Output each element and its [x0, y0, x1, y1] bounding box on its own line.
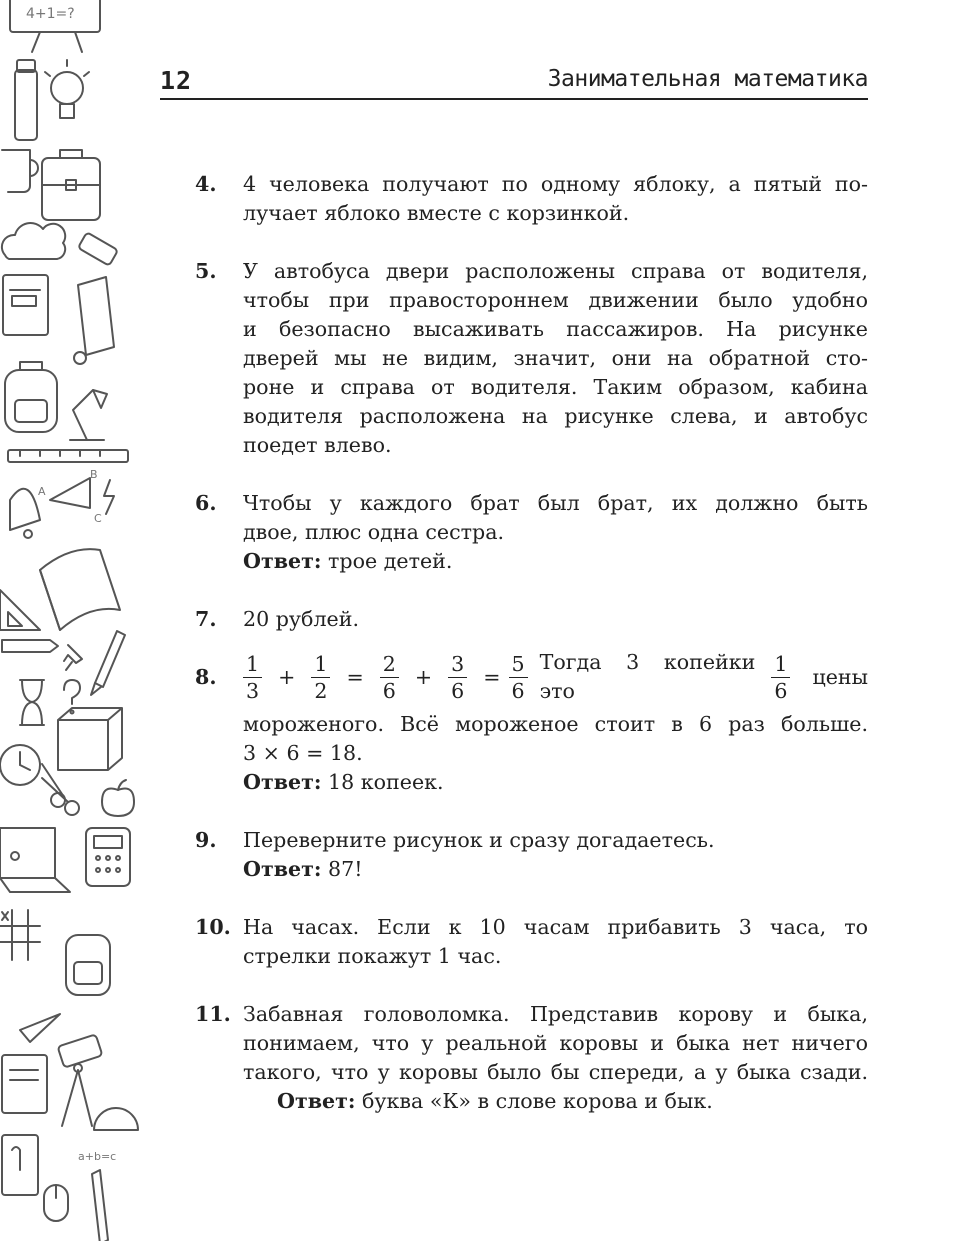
- text-line: У автобуса двери расположены справа от водителя,: [243, 259, 868, 283]
- eraser-icon: [78, 232, 118, 266]
- apple-icon: [102, 780, 134, 816]
- answer-line: [243, 855, 868, 884]
- text-line: и безопасно высаживать пассажиров. На рисунке: [243, 317, 868, 341]
- text-line: Чтобы у каждого брат был брат, их должно быть: [243, 491, 868, 515]
- item-body: [243, 826, 868, 884]
- answer-label: Ответ:: [243, 770, 322, 794]
- answer-item-5: [195, 257, 868, 460]
- fraction: [448, 651, 467, 704]
- numerator: 1: [771, 651, 790, 678]
- pencil-long-icon: [92, 1170, 108, 1241]
- paper-plane-icon: [20, 1014, 60, 1042]
- answer-item-10: [195, 913, 868, 971]
- answer-line: [243, 1087, 868, 1116]
- pencil-icon: [91, 631, 125, 695]
- denominator: 6: [451, 678, 465, 703]
- answer-label: Ответ:: [243, 857, 322, 881]
- triangle-label-a: A: [38, 485, 46, 498]
- operator-equals: =: [346, 664, 364, 689]
- text-line: поедет влево.: [243, 433, 392, 457]
- text-line: лучает яблоко вместе с корзинкой.: [243, 201, 630, 225]
- item-body: [243, 1000, 868, 1116]
- decorative-doodle-border: [0, 0, 145, 1241]
- item-body: [243, 489, 868, 576]
- chalkboard-icon: [10, 0, 100, 52]
- fraction: [311, 651, 330, 704]
- scissors-icon: [42, 764, 79, 815]
- text-line: двое, плюс одна сестра.: [243, 520, 505, 544]
- scroll-icon: [74, 277, 114, 364]
- answer-label: Ответ:: [277, 1089, 356, 1113]
- running-title: Занимательная математика: [547, 66, 868, 92]
- item-number: 7.: [195, 607, 217, 631]
- cloud-icon: [2, 223, 65, 259]
- protractor-icon: [94, 1108, 138, 1130]
- backpack-icon: [5, 362, 57, 432]
- glue-stick-icon: [15, 60, 37, 140]
- answer-text: трое детей.: [321, 549, 453, 573]
- numerator: 5: [509, 651, 528, 678]
- backpack-small-icon: [66, 935, 110, 995]
- answer-text: буква «К» в слове корова и бык.: [355, 1089, 713, 1113]
- briefcase-icon: [42, 150, 100, 220]
- denominator: 2: [314, 678, 328, 703]
- cup-icon: [2, 150, 38, 192]
- answers-list: [195, 170, 868, 1145]
- item-body: [243, 605, 868, 634]
- answer-label: Ответ:: [243, 549, 322, 573]
- bell-icon: [10, 489, 40, 538]
- page-number: 12: [160, 66, 193, 95]
- lightning-icon: [104, 480, 114, 514]
- fraction-text: Тогда 3 копейки это: [539, 650, 756, 703]
- book-icon: [3, 275, 48, 335]
- fraction: [380, 651, 399, 704]
- set-square-icon: [0, 590, 40, 630]
- tic-tac-toe-icon: [0, 910, 40, 960]
- triangle-geometry-icon: [38, 468, 102, 525]
- item-number: 8.: [195, 665, 217, 689]
- text-line: водителя расположена на рисунке слева, и автобус: [243, 404, 868, 428]
- operator-equals: =: [483, 664, 501, 689]
- computer-mouse-icon: [44, 1185, 68, 1221]
- item-number: 9.: [195, 828, 217, 852]
- text-line: 4 человека получают по одному яблоку, а пятый по-: [243, 172, 868, 196]
- answer-text: 18 копеек.: [321, 770, 444, 794]
- triangle-label-c: C: [94, 512, 102, 525]
- numerator: 2: [380, 651, 399, 678]
- item-number: 6.: [195, 491, 217, 515]
- text-line: такого, что у коровы было бы спереди, а у быка сзади.: [243, 1060, 868, 1084]
- text-line: понимаем, что у реальной коровы и быка нет ничего: [243, 1031, 868, 1055]
- fraction: [509, 651, 528, 704]
- numerator: 1: [311, 651, 330, 678]
- hourglass-icon: [20, 680, 44, 725]
- answer-line: [243, 547, 868, 576]
- item-number: 4.: [195, 172, 217, 196]
- desk-lamp-icon: [70, 390, 107, 440]
- alarm-clock-icon: [0, 745, 40, 785]
- drawing-compass-icon: [62, 1064, 92, 1126]
- calculator-icon: [86, 828, 130, 886]
- item-body: [243, 913, 868, 971]
- item-body: [243, 170, 868, 228]
- item-number: 11.: [195, 1002, 231, 1026]
- text-line: мороженого. Всё мороженое стоит в 6 раз больше.: [243, 712, 868, 736]
- equation-doodle-text: a+b=c: [78, 1150, 117, 1163]
- open-book-icon: [40, 549, 120, 630]
- light-bulb-icon: [45, 60, 89, 118]
- item-body: [243, 648, 868, 797]
- pushpin-icon: [64, 645, 82, 670]
- numerator: 1: [243, 651, 262, 678]
- operator-plus: +: [414, 664, 433, 689]
- page-header: [160, 62, 868, 100]
- text-line: 3 × 6 = 18.: [243, 741, 363, 765]
- denominator: 3: [246, 678, 260, 703]
- answer-line: [243, 768, 868, 797]
- text-line: стрелки покажут 1 час.: [243, 944, 502, 968]
- answer-item-8: [195, 648, 868, 797]
- fraction: [243, 651, 262, 704]
- text-line: роне и справа от водителя. Таким образом, кабина: [243, 375, 868, 399]
- text-line: чтобы при правостороннем движении было удобно: [243, 288, 868, 312]
- denominator: 6: [511, 678, 525, 703]
- ruler-icon: [8, 450, 128, 462]
- fraction: [771, 651, 790, 704]
- denominator: 6: [774, 678, 788, 703]
- item-number: 5.: [195, 259, 217, 283]
- text-line: дверей мы не видим, значит, они на обратной сто-: [243, 346, 868, 370]
- text-line: Переверните рисунок и сразу догадаетесь.: [243, 828, 715, 852]
- text-line: 20 рублей.: [243, 607, 359, 631]
- answer-text: 87!: [321, 857, 363, 881]
- answer-item-9: [195, 826, 868, 884]
- text-line: На часах. Если к 10 часам прибавить 3 часа, то: [243, 915, 868, 939]
- eraser-small-icon: [58, 1034, 103, 1067]
- notebook-icon: [2, 1055, 47, 1113]
- laptop-icon: [0, 828, 70, 892]
- operator-plus: +: [278, 664, 296, 689]
- cube-icon: [58, 708, 122, 770]
- triangle-label-b: B: [90, 468, 98, 481]
- spiral-notebook-icon: [2, 1135, 38, 1195]
- item-number: 10.: [195, 915, 231, 939]
- pen-icon: [2, 640, 58, 652]
- numerator: 3: [448, 651, 467, 678]
- fraction-equation: [243, 648, 868, 706]
- answer-item-11: [195, 1000, 868, 1116]
- item-body: [243, 257, 868, 460]
- fraction-text: цены: [812, 664, 868, 689]
- denominator: 6: [382, 678, 396, 703]
- answer-item-6: [195, 489, 868, 576]
- answer-item-7: [195, 605, 868, 634]
- text-line: Забавная головоломка. Представив корову и быка,: [243, 1002, 868, 1026]
- chalkboard-text: 4+1=?: [26, 6, 75, 22]
- answer-item-4: [195, 170, 868, 228]
